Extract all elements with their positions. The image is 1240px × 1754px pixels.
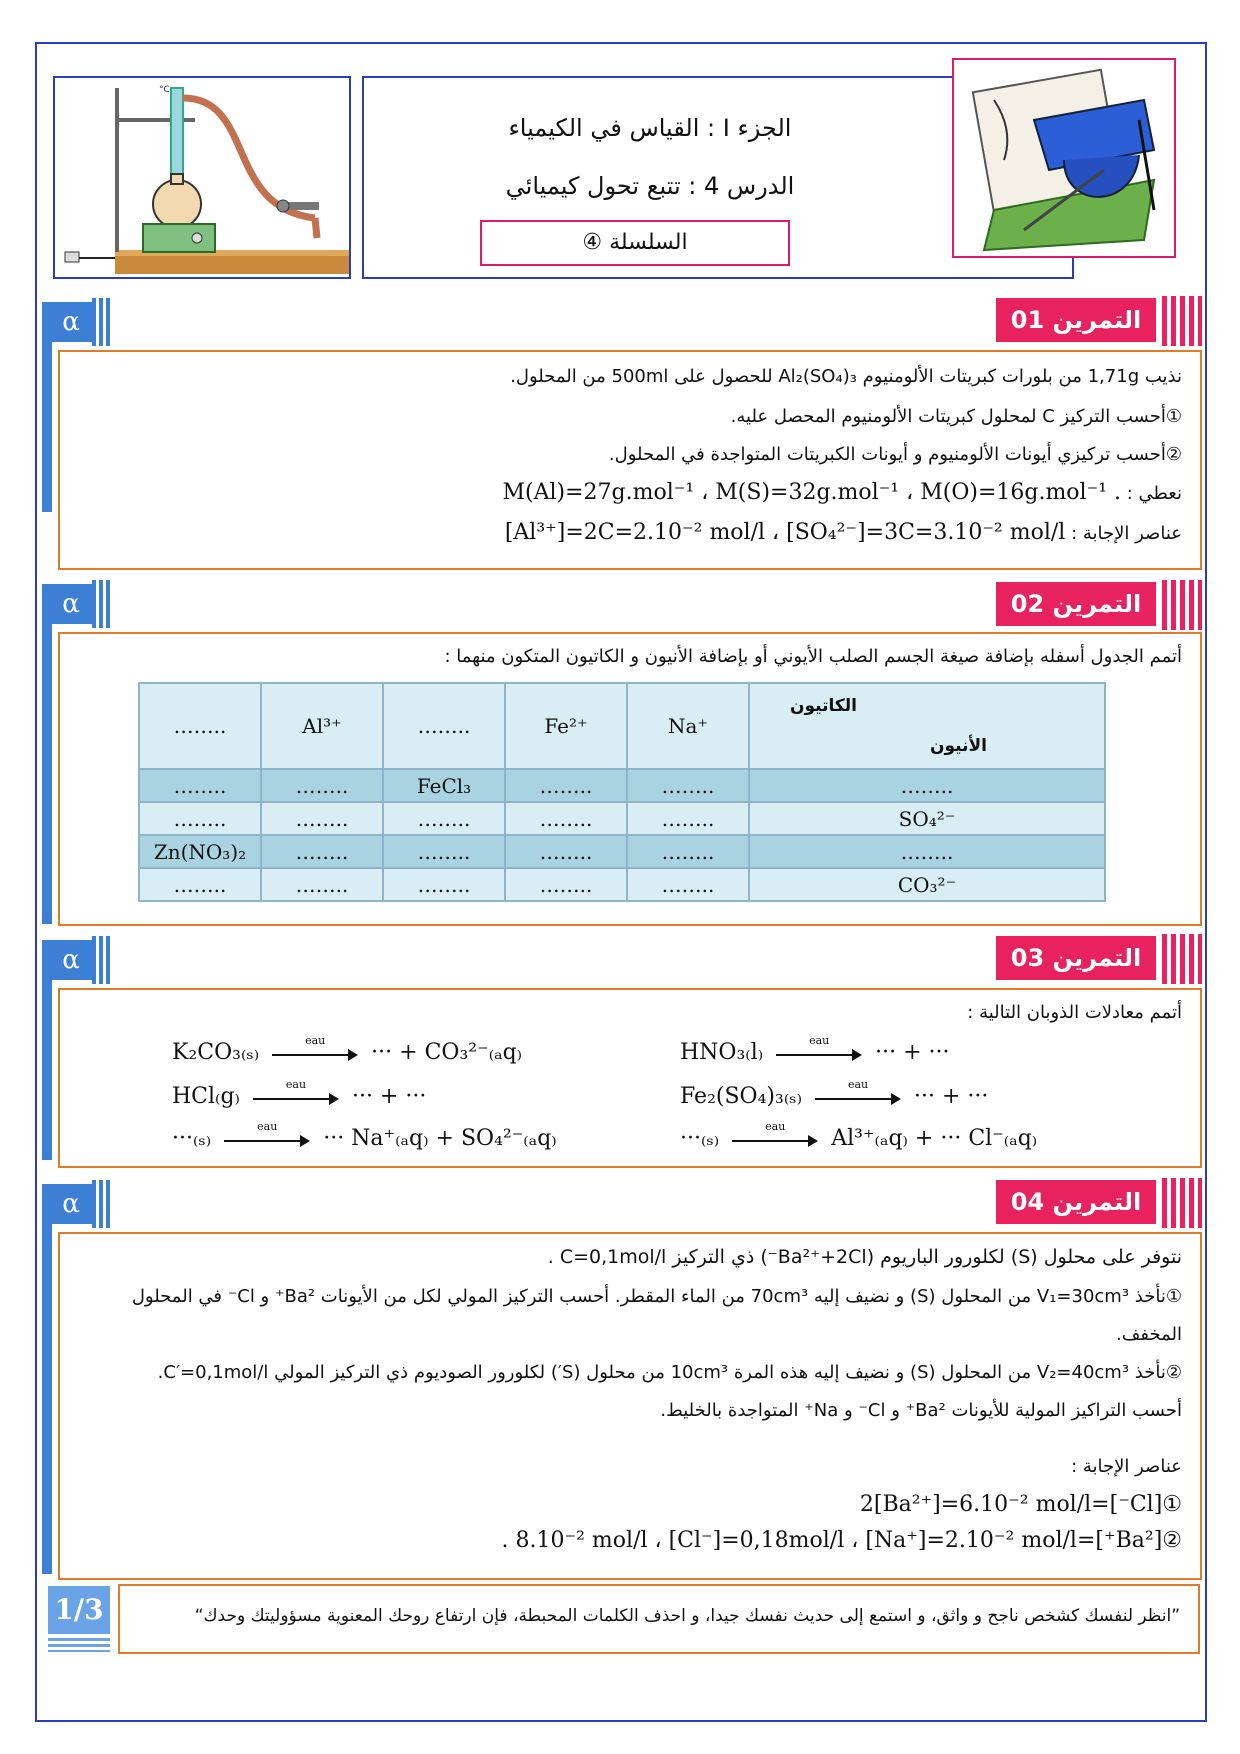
eq-products: ··· + ··· <box>875 1040 950 1065</box>
table-cell: …….. <box>627 769 749 802</box>
ex1-question-2: ②أحسب تركيزي أيونات الألومنيوم و أيونات الكبريتات المتواجدة في المحلول. <box>608 444 1182 465</box>
table-cell: …….. <box>261 802 383 835</box>
exercise-4-box <box>58 1232 1202 1580</box>
ions-table <box>138 682 1106 902</box>
table-cell: FeCl₃ <box>383 769 505 802</box>
alpha-stripes-2 <box>92 580 112 628</box>
table-cell: …….. <box>261 868 383 901</box>
eq-products: ··· + ··· <box>914 1084 989 1109</box>
alpha-tab-4: α <box>42 1184 100 1224</box>
svg-text:°C: °C <box>159 85 170 95</box>
page-number: 1/3 <box>48 1586 110 1634</box>
exercise-3-title: التمرين 03 <box>996 936 1156 980</box>
alpha-tab-3: α <box>42 940 100 980</box>
alpha-tab-1: α <box>42 302 100 342</box>
eq-reactant: ···₍ₛ₎ <box>680 1126 720 1151</box>
alpha-stripes-3 <box>92 936 112 984</box>
ex1-answers <box>505 520 1182 545</box>
table-cell: …….. <box>261 769 383 802</box>
alpha-tab-2: α <box>42 584 100 624</box>
table-cell: …….. <box>627 868 749 901</box>
ex4-answer-1: ①[Cl⁻]=2[Ba²⁺]=6.10⁻² mol/l <box>859 1492 1182 1517</box>
anion-cell: …….. <box>749 769 1105 802</box>
exercise-4-title: التمرين 04 <box>996 1180 1156 1224</box>
dissolution-arrow-icon: eau <box>776 1046 862 1060</box>
alpha-stripes-1 <box>92 298 112 346</box>
part-title: الجزء I : القياس في الكيمياء <box>508 114 792 142</box>
equation-alcl3 <box>680 1120 1038 1151</box>
dissolution-arrow-icon: eau <box>224 1132 310 1146</box>
table-cell: …….. <box>505 769 627 802</box>
ex4-statement: نتوفر على محلول (S) لكلورور الباريوم (Ba²⁺+2Cl⁻) ذي التركيز C=0,1mol/l . <box>547 1246 1182 1268</box>
eq-reactant: HNO₃₍l₎ <box>680 1040 764 1065</box>
table-cell: …….. <box>383 802 505 835</box>
ex1-answers-values: [Al³⁺]=2C=2.10⁻² mol/l ، [SO₄²⁻]=3C=3.10⁻² mol/l <box>504 520 1066 545</box>
alpha-bar-3 <box>42 980 52 1160</box>
ex3-instruction: أتمم معادلات الذوبان التالية : <box>967 1002 1182 1023</box>
table-cell: …….. <box>383 868 505 901</box>
eq-reactant: HCl₍g₎ <box>172 1084 240 1109</box>
alpha-bar-1 <box>42 342 52 512</box>
motivational-quote: ”انظر لنفسك كشخص ناجح و واثق، و استمع إلى حديث نفسك جيدا، و احذف الكلمات المحبطة، فإن ارتفاع روحك المعنوية مسؤوليتك وحدك“ <box>194 1606 1180 1626</box>
ions-header-cell: …….. <box>139 683 261 769</box>
table-row <box>139 835 1105 868</box>
table-cell: …….. <box>139 868 261 901</box>
graduation-illustration-frame <box>952 58 1176 258</box>
eq-products: ··· + ··· <box>351 1084 427 1109</box>
ex4-question-2: ②نأخذ V₂=40cm³ من المحلول (S) و نضيف إليه هذه المرة 10cm³ من محلول (S′) لكلورور الصوديوم ذي التركيز المولي C′=0,1mol/l. <box>157 1362 1182 1383</box>
lesson-title: الدرس 4 : تتبع تحول كيميائي <box>505 172 795 200</box>
eq-reactant: ···₍ₛ₎ <box>172 1126 212 1151</box>
ex1-answers-label: عناصر الإجابة : <box>1071 523 1182 544</box>
eq-products: ··· + CO₃²⁻₍ₐq₎ <box>371 1040 523 1065</box>
ions-header-cell: …….. <box>383 683 505 769</box>
exercise-2-title: التمرين 02 <box>996 582 1156 626</box>
graduation-cap-icon <box>954 60 1174 256</box>
dissolution-arrow-icon: eau <box>815 1090 901 1104</box>
table-row <box>139 769 1105 802</box>
ex4-question-1: ①نأخذ V₁=30cm³ من المحلول (S) و نضيف إليه 70cm³ من الماء المقطر. أحسب التركيز المولي لكل من الأيونات Ba²⁺ و Cl⁻ في المحلول <box>131 1286 1182 1307</box>
anion-cell: CO₃²⁻ <box>749 868 1105 901</box>
table-cell: …….. <box>505 835 627 868</box>
eq-products: Al³⁺₍ₐq₎ + ··· Cl⁻₍ₐq₎ <box>831 1126 1038 1151</box>
table-cell: Zn(NO₃)₂ <box>139 835 261 868</box>
ex1-given <box>503 480 1183 505</box>
ex4-question-1-cont: المخفف. <box>1116 1324 1182 1345</box>
table-cell: …….. <box>627 835 749 868</box>
ions-header-cell: Na⁺ <box>627 683 749 769</box>
quote-box <box>118 1584 1200 1654</box>
table-cell: …….. <box>627 802 749 835</box>
exercise-1-title: التمرين 01 <box>996 298 1156 342</box>
ions-header-cell: Fe²⁺ <box>505 683 627 769</box>
table-cell: …….. <box>383 835 505 868</box>
equation-fe2so43 <box>680 1078 989 1109</box>
equation-na2so4 <box>172 1120 557 1151</box>
dissolution-arrow-icon: eau <box>272 1046 358 1060</box>
ex4-answers-label: عناصر الإجابة : <box>1071 1456 1182 1477</box>
ex1-given-label: نعطي : <box>1126 483 1182 504</box>
exercise-1-box <box>58 350 1202 570</box>
dissolution-arrow-icon: eau <box>253 1090 339 1104</box>
anion-cell: SO₄²⁻ <box>749 802 1105 835</box>
table-cell: …….. <box>505 868 627 901</box>
exercise-2-stripes <box>1162 580 1202 630</box>
corner-anion-label: الأنيون <box>930 736 987 756</box>
alpha-stripes-4 <box>92 1180 112 1228</box>
ex1-given-values: M(Al)=27g.mol⁻¹ ، M(S)=32g.mol⁻¹ ، M(O)=16g.mol⁻¹ . <box>502 480 1122 505</box>
exercise-3-box <box>58 988 1202 1168</box>
ex4-question-2-cont: أحسب التراكيز المولية للأيونات Ba²⁺ و Cl⁻ و Na⁺ المتواجدة بالخليط. <box>660 1400 1182 1421</box>
exercise-4-stripes <box>1162 1178 1202 1228</box>
exercise-3-stripes <box>1162 934 1202 984</box>
ex2-instruction: أتمم الجدول أسفله بإضافة صيغة الجسم الصلب الأيوني أو بإضافة الأنيون و الكاتيون المتكون منهما : <box>444 646 1182 667</box>
equation-k2co3 <box>172 1034 523 1065</box>
table-cell: …….. <box>139 769 261 802</box>
table-cell: …….. <box>261 835 383 868</box>
ions-header-cell: Al³⁺ <box>261 683 383 769</box>
ions-table-corner <box>749 683 1105 769</box>
distillation-apparatus-icon <box>55 78 349 277</box>
equation-hcl <box>172 1078 427 1109</box>
table-row <box>139 802 1105 835</box>
lab-illustration-frame <box>53 76 351 279</box>
ex4-answer-2: ②[Ba²⁺]=8.10⁻² mol/l ، [Cl⁻]=0,18mol/l ، [Na⁺]=2.10⁻² mol/l . <box>501 1528 1182 1553</box>
anion-cell: …….. <box>749 835 1105 868</box>
exercise-1-stripes <box>1162 296 1202 346</box>
alpha-bar-2 <box>42 624 52 924</box>
corner-cation-label: الكاتيون <box>790 696 857 716</box>
alpha-bar-4 <box>42 1224 52 1574</box>
eq-products: ··· Na⁺₍ₐq₎ + SO₄²⁻₍ₐq₎ <box>323 1126 557 1151</box>
series-label: السلسلة ④ <box>480 220 790 266</box>
eq-reactant: Fe₂(SO₄)₃₍ₛ₎ <box>680 1084 803 1109</box>
eq-reactant: K₂CO₃₍ₛ₎ <box>172 1040 260 1065</box>
ex1-question-1: ①أحسب التركيز C لمحلول كبريتات الألومنيوم المحصل عليه. <box>730 406 1182 427</box>
table-row <box>139 868 1105 901</box>
dissolution-arrow-icon: eau <box>732 1132 818 1146</box>
equation-hno3 <box>680 1034 950 1065</box>
ex1-statement: نذيب 1,71g من بلورات كبريتات الألومنيوم Al₂(SO₄)₃ للحصول على 500ml من المحلول. <box>510 366 1182 387</box>
exercise-2-box <box>58 632 1202 926</box>
table-cell: …….. <box>505 802 627 835</box>
page-number-stripes <box>48 1638 110 1652</box>
table-cell: …….. <box>139 802 261 835</box>
